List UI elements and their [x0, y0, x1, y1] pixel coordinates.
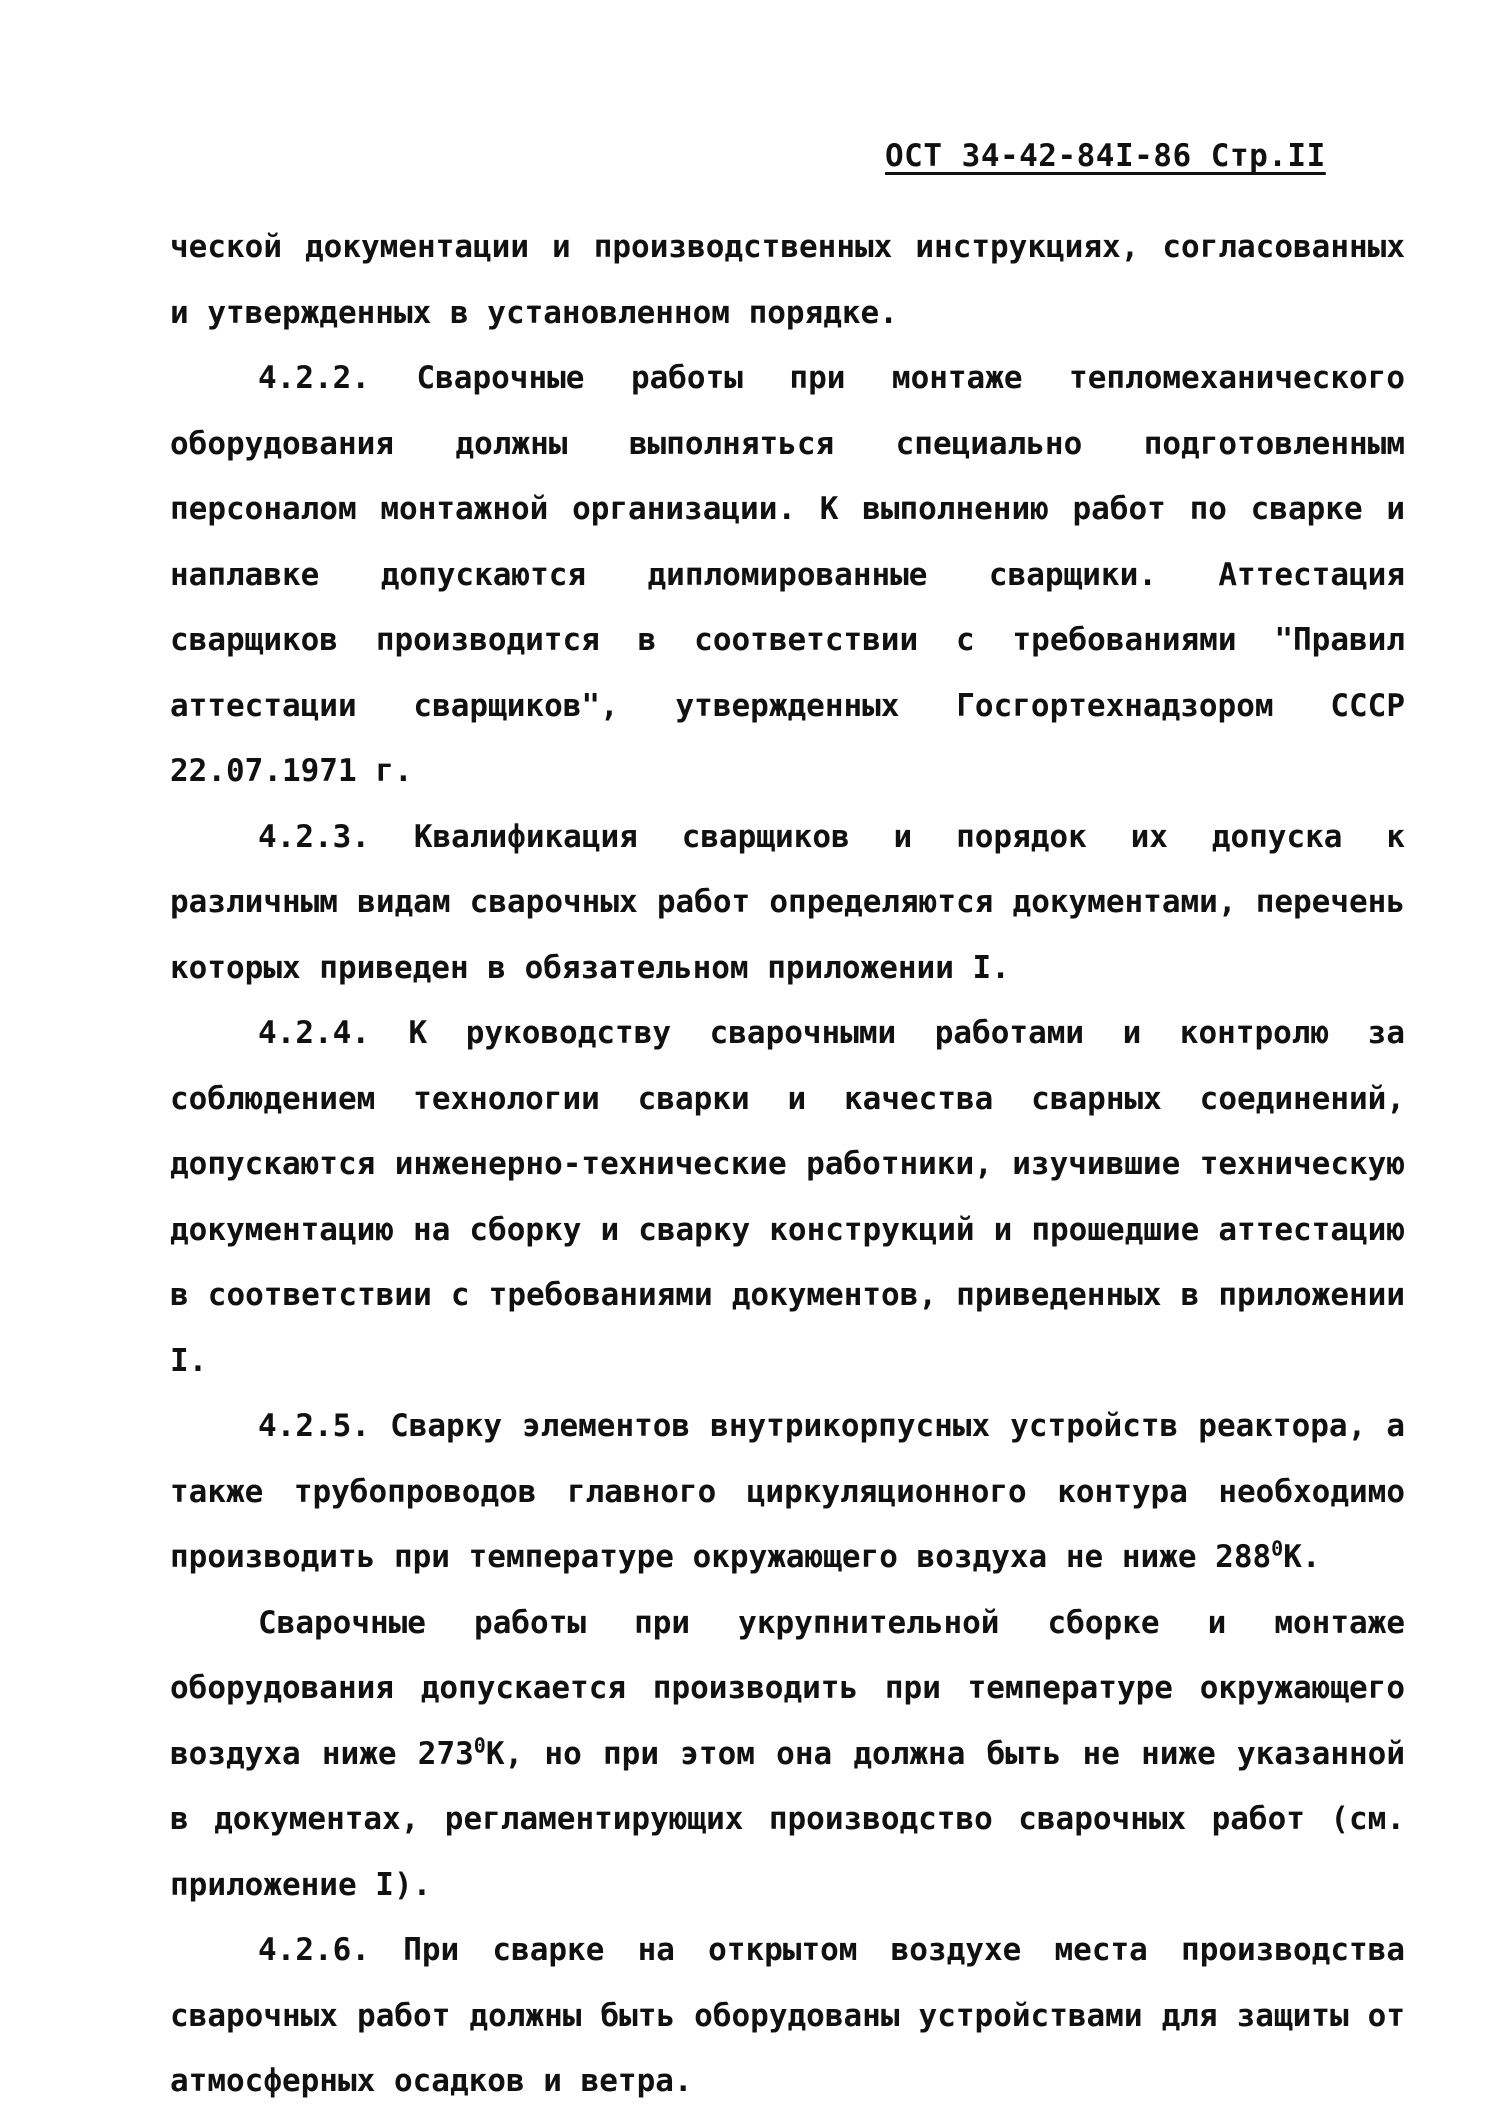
paragraph-4-2-4: 4.2.4. К руководству сварочными работами и контролю за соблюдением технологии сварки и качества сварных соединений, допускаются инженерно-технические работники, изучившие техническую документацию на сборку и сварку конструкций и прошедшие аттестацию в соответствии с требованиями документов, приведенных в приложении I.	[170, 1015, 1405, 1379]
paragraph-4-2-5-continued-tail: К, но при этом она должна быть не ниже указанной в документах, регламентирующих производство сварочных работ (см. приложение I).	[170, 1735, 1405, 1903]
paragraph-4-2-5-unit: К.	[1283, 1539, 1321, 1575]
paragraph-continuation: ческой документации и производственных инструкциях, согласованных и утвержденных в установленном порядке.	[170, 229, 1405, 331]
degree-superscript: 0	[1271, 1536, 1284, 1561]
paragraph-4-2-2: 4.2.2. Сварочные работы при монтаже тепломеханического оборудования должны выполняться специально подготовленным персоналом монтажной организации. К выполнению работ по сварке и наплавке допускаются дипломированные сварщики. Аттестация сварщиков производится в соответствии с требованиями "Правил аттестации сварщиков", утвержденных Госгортехнадзором СССР 22.07.1971 г.	[170, 360, 1405, 789]
paragraph-4-2-3: 4.2.3. Квалификация сварщиков и порядок их допуска к различным видам сварочных работ определяются документами, перечень которых приведен в обязательном приложении I.	[170, 818, 1405, 986]
degree-superscript: 0	[473, 1733, 486, 1758]
paragraph-4-2-6: 4.2.6. При сварке на открытом воздухе места производства сварочных работ должны быть оборудованы устройствами для защиты от атмосферных осадков и ветра.	[170, 1932, 1405, 2099]
paragraph-4-2-5-continued-text: Сварочные работы при укрупнительной сборке и монтаже оборудования допускается производить при температуре окружающего воздуха ниже 273	[170, 1604, 1405, 1772]
document-body	[170, 215, 1405, 2115]
paragraph-4-2-5-continued	[170, 1591, 1405, 1919]
paragraph-4-2-5	[170, 1394, 1405, 1591]
paragraph-4-2-5-text: 4.2.5. Сварку элементов внутрикорпусных устройств реактора, а также трубопроводов главного циркуляционного контура необходимо производить при температуре окружающего воздуха не ниже 288	[170, 1408, 1405, 1575]
page-header-doc-ref: ОСТ 34-42-84I-86 Стр.II	[885, 138, 1326, 174]
